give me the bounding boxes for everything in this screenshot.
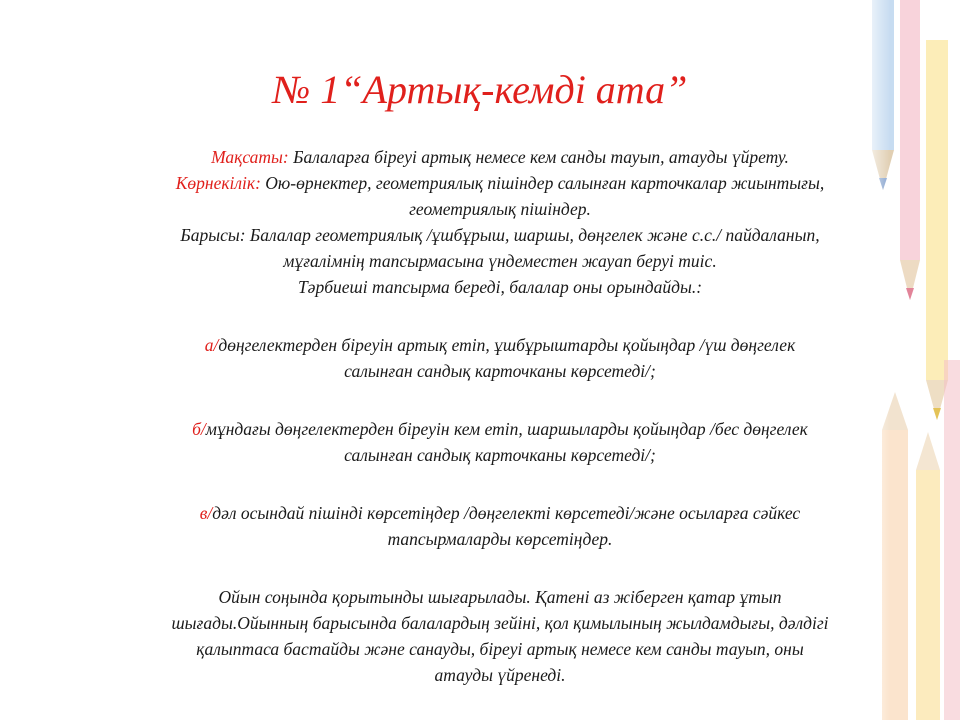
slide-body (95, 144, 905, 688)
item-a-marker: а/ (204, 335, 219, 355)
purpose-label: Мақсаты: (211, 147, 289, 167)
visuals-line-1 (95, 170, 905, 196)
item-b-text-1: мұндағы дөңгелектерден біреуін кем етіп, шаршыларды қойыңдар /бес дөңгелек (205, 419, 808, 439)
purpose-text: Балаларға біреуі артық немесе кем санды тауып, атауды үйрету. (288, 147, 789, 167)
item-b-line-2: салынған сандық карточканы көрсетеді/; (344, 445, 656, 465)
visuals-label: Көрнекілік: (175, 173, 261, 193)
item-a-line-1 (95, 332, 905, 358)
conclusion-line-2: шығады.Ойынның барысында балалардың зейіні, қол қимылының жылдамдығы, дәлдігі (171, 613, 829, 633)
conclusion-line-3: қалыптаса бастайды және санауды, біреуі артық немесе кем санды тауып, оны (196, 639, 804, 659)
item-a-text-1: дөңгелектерден біреуін артық етіп, ұшбұрыштарды қойыңдар /үш дөңгелек (218, 335, 796, 355)
process-line-3: Тәрбиеші тапсырма береді, балалар оны орындайды.: (297, 277, 703, 297)
conclusion-line-1: Ойын соңында қорытынды шығарылады. Қатені аз жіберген қатар ұтып (218, 587, 782, 607)
purpose-line (95, 144, 905, 170)
item-b-line-1 (95, 416, 905, 442)
item-v-line-1 (95, 500, 905, 526)
process-line-1: Барысы: Балалар геометриялық /ұшбұрыш, шаршы, дөңгелек және с.с./ пайдаланып, (180, 225, 820, 245)
process-line-2: мұғалімнің тапсырмасына үндеместен жауап беруі тиіс. (283, 251, 717, 271)
item-b-marker: б/ (192, 419, 206, 439)
page-title: № 1“Артық-кемді ата” (272, 67, 688, 112)
item-v-text-1: дәл осындай пішінді көрсетіңдер /дөңгелекті көрсетеді/және осыларға сәйкес (212, 503, 801, 523)
item-v-line-2: тапсырмаларды көрсетіңдер. (387, 529, 613, 549)
item-v-marker: в/ (199, 503, 213, 523)
visuals-text-1: Ою-өрнектер, геометриялық пішіндер салынған карточкалар жиынтығы, (260, 173, 825, 193)
item-a-line-2: салынған сандық карточканы көрсетеді/; (344, 361, 656, 381)
conclusion-line-4: атауды үйренеді. (434, 665, 566, 685)
visuals-line-2: геометриялық пішіндер. (409, 199, 591, 219)
